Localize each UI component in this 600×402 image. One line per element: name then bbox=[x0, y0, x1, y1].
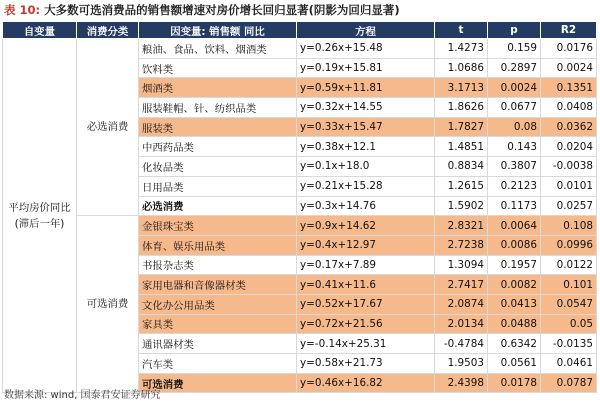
category-name-cell: 化妆品类 bbox=[139, 157, 297, 177]
p-value-cell: 0.0413 bbox=[488, 294, 541, 314]
group-necessary-cell: 必选消费 bbox=[77, 39, 139, 216]
p-value-cell: 0.0064 bbox=[488, 216, 541, 236]
r2-value-cell: 0.0024 bbox=[541, 58, 597, 78]
p-value-cell: 0.1173 bbox=[488, 196, 541, 216]
table-title bbox=[4, 2, 400, 18]
group-optional-cell: 可选消费 bbox=[77, 216, 139, 393]
equation-cell: y=0.3x+14.76 bbox=[297, 196, 435, 216]
header-dependent: 因变量: 销售额 同比 bbox=[139, 22, 297, 39]
p-value-cell: 0.0677 bbox=[488, 98, 541, 118]
r2-value-cell: 0.0204 bbox=[541, 137, 597, 157]
header-independent: 自变量 bbox=[3, 22, 77, 39]
r2-value-cell: 0.1351 bbox=[541, 78, 597, 98]
r2-value-cell: 0.101 bbox=[541, 275, 597, 295]
equation-cell: y=0.1x+18.0 bbox=[297, 157, 435, 177]
equation-cell: y=0.72x+21.56 bbox=[297, 314, 435, 334]
r2-value-cell: 0.0787 bbox=[541, 373, 597, 393]
t-value-cell: 0.8834 bbox=[435, 157, 488, 177]
independent-variable-cell: 平均房价同比(滞后一年) bbox=[3, 39, 77, 393]
r2-value-cell: 0.0408 bbox=[541, 98, 597, 118]
header-category: 消费分类 bbox=[77, 22, 139, 39]
category-name-cell: 日用品类 bbox=[139, 176, 297, 196]
header-t: t bbox=[435, 22, 488, 39]
p-value-cell: 0.3807 bbox=[488, 157, 541, 177]
p-value-cell: 0.159 bbox=[488, 39, 541, 59]
p-value-cell: 0.0178 bbox=[488, 373, 541, 393]
r2-value-cell: 0.0996 bbox=[541, 235, 597, 255]
data-source-note: 数据来源: wind, 国泰君安证券研究 bbox=[4, 390, 161, 401]
p-value-cell: 0.0488 bbox=[488, 314, 541, 334]
category-name-cell: 饮料类 bbox=[139, 58, 297, 78]
header-r2: R2 bbox=[541, 22, 597, 39]
table-body bbox=[3, 39, 597, 393]
category-name-cell: 体育、娱乐用品类 bbox=[139, 235, 297, 255]
r2-value-cell: 0.0176 bbox=[541, 39, 597, 59]
t-value-cell: 1.0686 bbox=[435, 58, 488, 78]
equation-cell: y=0.19x+15.81 bbox=[297, 58, 435, 78]
category-name-cell: 烟酒类 bbox=[139, 78, 297, 98]
equation-cell: y=0.38x+12.1 bbox=[297, 137, 435, 157]
category-name-cell: 家用电器和音像器材类 bbox=[139, 275, 297, 295]
equation-cell: y=0.4x+12.97 bbox=[297, 235, 435, 255]
t-value-cell: -0.4784 bbox=[435, 334, 488, 354]
category-name-cell: 通讯器材类 bbox=[139, 334, 297, 354]
t-value-cell: 1.5902 bbox=[435, 196, 488, 216]
p-value-cell: 0.2123 bbox=[488, 176, 541, 196]
p-value-cell: 0.0024 bbox=[488, 78, 541, 98]
table-number: 表 10: bbox=[4, 3, 41, 17]
p-value-cell: 0.0082 bbox=[488, 275, 541, 295]
equation-cell: y=0.9x+14.62 bbox=[297, 216, 435, 236]
r2-value-cell: 0.0257 bbox=[541, 196, 597, 216]
p-value-cell: 0.1957 bbox=[488, 255, 541, 275]
header-row bbox=[3, 22, 597, 39]
t-value-cell: 1.4851 bbox=[435, 137, 488, 157]
t-value-cell: 2.0874 bbox=[435, 294, 488, 314]
t-value-cell: 3.1713 bbox=[435, 78, 488, 98]
r2-value-cell: -0.0135 bbox=[541, 334, 597, 354]
t-value-cell: 2.7238 bbox=[435, 235, 488, 255]
equation-cell: y=0.26x+15.48 bbox=[297, 39, 435, 59]
equation-cell: y=0.52x+17.67 bbox=[297, 294, 435, 314]
r2-value-cell: 0.0122 bbox=[541, 255, 597, 275]
equation-cell: y=-0.14x+25.31 bbox=[297, 334, 435, 354]
category-name-cell: 服装类 bbox=[139, 117, 297, 137]
t-value-cell: 1.9503 bbox=[435, 354, 488, 374]
p-value-cell: 0.0086 bbox=[488, 235, 541, 255]
category-name-cell: 汽车类 bbox=[139, 354, 297, 374]
p-value-cell: 0.6342 bbox=[488, 334, 541, 354]
category-name-cell: 可选消费 bbox=[139, 373, 297, 393]
header-equation: 方程 bbox=[297, 22, 435, 39]
table-row bbox=[3, 39, 597, 59]
category-name-cell: 家具类 bbox=[139, 314, 297, 334]
t-value-cell: 2.8321 bbox=[435, 216, 488, 236]
t-value-cell: 2.4398 bbox=[435, 373, 488, 393]
r2-value-cell: -0.0038 bbox=[541, 157, 597, 177]
p-value-cell: 0.0561 bbox=[488, 354, 541, 374]
r2-value-cell: 0.0362 bbox=[541, 117, 597, 137]
category-name-cell: 文化办公用品类 bbox=[139, 294, 297, 314]
p-value-cell: 0.08 bbox=[488, 117, 541, 137]
equation-cell: y=0.41x+11.6 bbox=[297, 275, 435, 295]
r2-value-cell: 0.05 bbox=[541, 314, 597, 334]
t-value-cell: 1.3094 bbox=[435, 255, 488, 275]
equation-cell: y=0.32x+14.55 bbox=[297, 98, 435, 118]
r2-value-cell: 0.0461 bbox=[541, 354, 597, 374]
category-name-cell: 中西药品类 bbox=[139, 137, 297, 157]
equation-cell: y=0.59x+11.81 bbox=[297, 78, 435, 98]
r2-value-cell: 0.0101 bbox=[541, 176, 597, 196]
equation-cell: y=0.46x+16.82 bbox=[297, 373, 435, 393]
p-value-cell: 0.143 bbox=[488, 137, 541, 157]
t-value-cell: 1.7827 bbox=[435, 117, 488, 137]
t-value-cell: 2.0134 bbox=[435, 314, 488, 334]
t-value-cell: 1.4273 bbox=[435, 39, 488, 59]
category-name-cell: 粮油、食品、饮料、烟酒类 bbox=[139, 39, 297, 59]
table-caption: 大多数可选消费品的销售额增速对房价增长回归显著(阴影为回归显著) bbox=[44, 3, 400, 17]
header-p: p bbox=[488, 22, 541, 39]
equation-cell: y=0.17x+7.89 bbox=[297, 255, 435, 275]
equation-cell: y=0.58x+21.73 bbox=[297, 354, 435, 374]
t-value-cell: 2.7417 bbox=[435, 275, 488, 295]
category-name-cell: 必选消费 bbox=[139, 196, 297, 216]
t-value-cell: 1.2615 bbox=[435, 176, 488, 196]
equation-cell: y=0.33x+15.47 bbox=[297, 117, 435, 137]
category-name-cell: 书报杂志类 bbox=[139, 255, 297, 275]
r2-value-cell: 0.108 bbox=[541, 216, 597, 236]
table-row bbox=[3, 216, 597, 236]
category-name-cell: 金银珠宝类 bbox=[139, 216, 297, 236]
r2-value-cell: 0.0547 bbox=[541, 294, 597, 314]
equation-cell: y=0.21x+15.28 bbox=[297, 176, 435, 196]
regression-table bbox=[2, 21, 597, 393]
t-value-cell: 1.8626 bbox=[435, 98, 488, 118]
p-value-cell: 0.2897 bbox=[488, 58, 541, 78]
category-name-cell: 服装鞋帽、针、纺织品类 bbox=[139, 98, 297, 118]
